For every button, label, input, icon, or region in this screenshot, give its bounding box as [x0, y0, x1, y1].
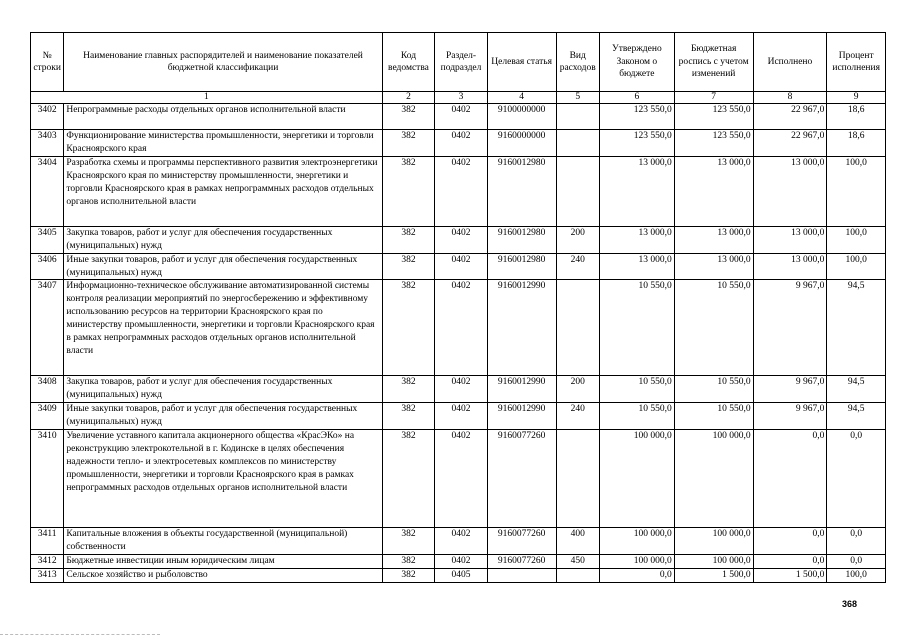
- table-row: [31, 403, 886, 430]
- cell-expense-type: [556, 568, 599, 582]
- cell-section: 0402: [435, 130, 488, 157]
- header-section: Раздел-подраздел: [435, 33, 488, 92]
- cell-row-number: 3403: [31, 130, 64, 157]
- cell-row-number: 3404: [31, 156, 64, 226]
- cell-name: Бюджетные инвестиции иным юридическим лицам: [64, 554, 382, 568]
- header-dept-code: Код ведомства: [382, 33, 435, 92]
- cell-section: 0402: [435, 104, 488, 130]
- cell-dept-code: 382: [382, 430, 435, 528]
- cell-percent: 94,5: [827, 376, 886, 403]
- table-row: [31, 568, 886, 582]
- cell-approved: 10 550,0: [599, 280, 674, 376]
- cell-section: 0402: [435, 280, 488, 376]
- cell-budget-list: 13 000,0: [674, 226, 753, 253]
- cell-budget-list: 13 000,0: [674, 156, 753, 226]
- cell-budget-list: 100 000,0: [674, 554, 753, 568]
- cell-percent: 18,6: [827, 104, 886, 130]
- cell-target-article: 9160012990: [487, 280, 556, 376]
- cell-target-article: 9160012980: [487, 156, 556, 226]
- column-number: 7: [674, 92, 753, 104]
- cell-budget-list: 10 550,0: [674, 376, 753, 403]
- cell-executed: 13 000,0: [753, 226, 827, 253]
- cell-approved: 123 550,0: [599, 130, 674, 157]
- cell-target-article: 9100000000: [487, 104, 556, 130]
- cell-name: Иные закупки товаров, работ и услуг для обеспечения государственных (муниципальных) нужд: [64, 403, 382, 430]
- cell-row-number: 3407: [31, 280, 64, 376]
- cell-expense-type: 200: [556, 226, 599, 253]
- cell-executed: 9 967,0: [753, 376, 827, 403]
- cell-percent: 94,5: [827, 403, 886, 430]
- cell-percent: 100,0: [827, 226, 886, 253]
- header-percent: Процент исполнения: [827, 33, 886, 92]
- cell-percent: 94,5: [827, 280, 886, 376]
- cell-target-article: 9160012980: [487, 253, 556, 280]
- cell-row-number: 3412: [31, 554, 64, 568]
- cell-budget-list: 1 500,0: [674, 568, 753, 582]
- cell-section: 0402: [435, 554, 488, 568]
- table-row: [31, 104, 886, 130]
- cell-section: 0402: [435, 528, 488, 555]
- column-number: 2: [382, 92, 435, 104]
- table-row: [31, 376, 886, 403]
- column-number: 4: [487, 92, 556, 104]
- column-number: 3: [435, 92, 488, 104]
- cell-percent: 0,0: [827, 430, 886, 528]
- cell-approved: 100 000,0: [599, 528, 674, 555]
- cell-expense-type: [556, 156, 599, 226]
- cell-name: Функционирование министерства промышленности, энергетики и торговли Красноярского края: [64, 130, 382, 157]
- column-number: 6: [599, 92, 674, 104]
- cell-dept-code: 382: [382, 104, 435, 130]
- cell-approved: 13 000,0: [599, 253, 674, 280]
- cell-target-article: 9160012980: [487, 226, 556, 253]
- column-number: 5: [556, 92, 599, 104]
- cell-target-article: [487, 568, 556, 582]
- cell-budget-list: 10 550,0: [674, 280, 753, 376]
- cell-expense-type: [556, 104, 599, 130]
- table-row: [31, 226, 886, 253]
- table-row: [31, 130, 886, 157]
- cell-expense-type: 400: [556, 528, 599, 555]
- cell-expense-type: [556, 280, 599, 376]
- cell-approved: 13 000,0: [599, 156, 674, 226]
- cell-dept-code: 382: [382, 403, 435, 430]
- cell-expense-type: [556, 430, 599, 528]
- cell-target-article: 9160012990: [487, 403, 556, 430]
- cell-row-number: 3408: [31, 376, 64, 403]
- table-row: [31, 253, 886, 280]
- cell-section: 0402: [435, 156, 488, 226]
- cell-section: 0402: [435, 226, 488, 253]
- header-target-article: Целевая статья: [487, 33, 556, 92]
- cell-budget-list: 100 000,0: [674, 528, 753, 555]
- table-row: [31, 156, 886, 226]
- header-executed: Исполнено: [753, 33, 827, 92]
- cell-name: Сельское хозяйство и рыболовство: [64, 568, 382, 582]
- cell-approved: 10 550,0: [599, 376, 674, 403]
- column-number: 8: [753, 92, 827, 104]
- cell-section: 0402: [435, 403, 488, 430]
- table-row: [31, 430, 886, 528]
- column-numbers-row: [31, 92, 886, 104]
- cell-executed: 9 967,0: [753, 403, 827, 430]
- cell-dept-code: 382: [382, 554, 435, 568]
- page-number: 368: [842, 599, 858, 609]
- cell-expense-type: 240: [556, 253, 599, 280]
- cell-row-number: 3406: [31, 253, 64, 280]
- cell-expense-type: 450: [556, 554, 599, 568]
- header-row-number: № строки: [31, 33, 64, 92]
- scan-artifact: [0, 634, 160, 638]
- cell-approved: 13 000,0: [599, 226, 674, 253]
- cell-target-article: 9160012990: [487, 376, 556, 403]
- cell-approved: 123 550,0: [599, 104, 674, 130]
- cell-name: Разработка схемы и программы перспективного развития электроэнергетики Красноярского края по министерству промышленности, энергетики и торговли Красноярского края в рамках непрограммных расходов отдельных органов исполнительной власти: [64, 156, 382, 226]
- cell-executed: 0,0: [753, 430, 827, 528]
- header-expense-type: Вид расходов: [556, 33, 599, 92]
- budget-sheet: [30, 32, 886, 583]
- cell-name: Непрограммные расходы отдельных органов исполнительной власти: [64, 104, 382, 130]
- cell-section: 0405: [435, 568, 488, 582]
- table-row: [31, 554, 886, 568]
- cell-percent: 0,0: [827, 528, 886, 555]
- cell-expense-type: 200: [556, 376, 599, 403]
- cell-percent: 100,0: [827, 253, 886, 280]
- cell-name: Закупка товаров, работ и услуг для обеспечения государственных (муниципальных) нужд: [64, 376, 382, 403]
- cell-executed: 1 500,0: [753, 568, 827, 582]
- cell-row-number: 3413: [31, 568, 64, 582]
- cell-dept-code: 382: [382, 568, 435, 582]
- cell-executed: 0,0: [753, 554, 827, 568]
- cell-section: 0402: [435, 376, 488, 403]
- cell-budget-list: 123 550,0: [674, 104, 753, 130]
- cell-section: 0402: [435, 430, 488, 528]
- cell-section: 0402: [435, 253, 488, 280]
- cell-row-number: 3405: [31, 226, 64, 253]
- cell-executed: 13 000,0: [753, 253, 827, 280]
- cell-approved: 100 000,0: [599, 554, 674, 568]
- cell-expense-type: 240: [556, 403, 599, 430]
- cell-executed: 13 000,0: [753, 156, 827, 226]
- cell-dept-code: 382: [382, 130, 435, 157]
- cell-name: Иные закупки товаров, работ и услуг для обеспечения государственных (муниципальных) нужд: [64, 253, 382, 280]
- cell-name: Капитальные вложения в объекты государственной (муниципальной) собственности: [64, 528, 382, 555]
- cell-executed: 22 967,0: [753, 104, 827, 130]
- cell-percent: 100,0: [827, 568, 886, 582]
- cell-dept-code: 382: [382, 280, 435, 376]
- cell-dept-code: 382: [382, 528, 435, 555]
- cell-approved: 10 550,0: [599, 403, 674, 430]
- cell-target-article: 9160077260: [487, 528, 556, 555]
- budget-table: [30, 32, 886, 583]
- cell-name: Закупка товаров, работ и услуг для обеспечения государственных (муниципальных) нужд: [64, 226, 382, 253]
- cell-dept-code: 382: [382, 253, 435, 280]
- column-number: 1: [31, 92, 383, 104]
- header-budget-list: Бюджетная роспись с учетом изменений: [674, 33, 753, 92]
- cell-budget-list: 13 000,0: [674, 253, 753, 280]
- cell-target-article: 9160077260: [487, 430, 556, 528]
- cell-target-article: 9160000000: [487, 130, 556, 157]
- header-approved: Утверждено Законом о бюджете: [599, 33, 674, 92]
- cell-percent: 100,0: [827, 156, 886, 226]
- cell-percent: 18,6: [827, 130, 886, 157]
- cell-expense-type: [556, 130, 599, 157]
- cell-dept-code: 382: [382, 226, 435, 253]
- cell-row-number: 3410: [31, 430, 64, 528]
- table-row: [31, 528, 886, 555]
- cell-target-article: 9160077260: [487, 554, 556, 568]
- cell-name: Информационно-техническое обслуживание автоматизированной системы контроля реализации мероприятий по энергосбережению и эффективному использованию ресурсов на территории Красноярского края по министерству промышленности, энергетики и торговли Красноярского края в рамках непрограммных расходов отдельных органов исполнительной власти: [64, 280, 382, 376]
- cell-approved: 100 000,0: [599, 430, 674, 528]
- table-header-row: [31, 33, 886, 92]
- column-number: 9: [827, 92, 886, 104]
- table-row: [31, 280, 886, 376]
- header-name: Наименование главных распорядителей и наименование показателей бюджетной классификации: [64, 33, 382, 92]
- cell-budget-list: 123 550,0: [674, 130, 753, 157]
- cell-name: Увеличение уставного капитала акционерного общества «КрасЭКо» на реконструкцию электрокотельной в г. Кодинске в целях обеспечения надежности тепло- и электросетевых комплексов по министерству промышленности, энергетики и торговли Красноярского края в рамках непрограммных расходов отдельных органов исполнительной власти: [64, 430, 382, 528]
- cell-dept-code: 382: [382, 376, 435, 403]
- cell-executed: 0,0: [753, 528, 827, 555]
- cell-dept-code: 382: [382, 156, 435, 226]
- cell-budget-list: 10 550,0: [674, 403, 753, 430]
- cell-executed: 9 967,0: [753, 280, 827, 376]
- cell-executed: 22 967,0: [753, 130, 827, 157]
- cell-row-number: 3411: [31, 528, 64, 555]
- cell-budget-list: 100 000,0: [674, 430, 753, 528]
- cell-approved: 0,0: [599, 568, 674, 582]
- cell-row-number: 3409: [31, 403, 64, 430]
- cell-row-number: 3402: [31, 104, 64, 130]
- cell-percent: 0,0: [827, 554, 886, 568]
